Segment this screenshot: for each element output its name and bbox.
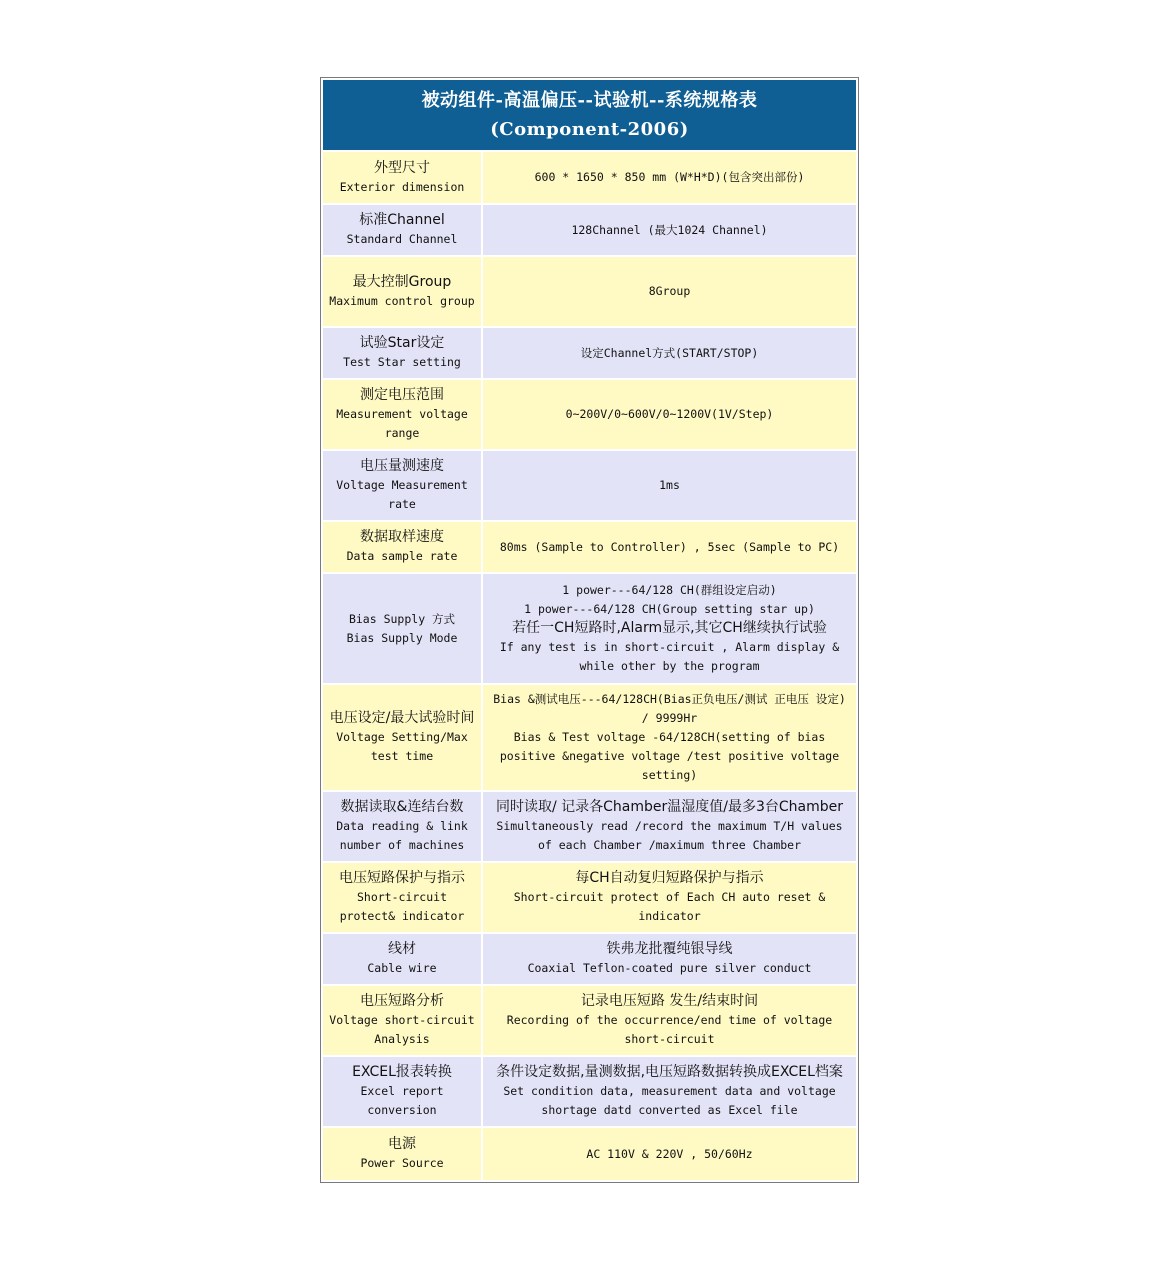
- label-en: Test Star setting: [343, 355, 461, 369]
- title-row: [323, 80, 856, 150]
- spec-value: [483, 685, 856, 790]
- spec-value: [483, 205, 856, 255]
- spec-value: [483, 451, 856, 520]
- spec-value: [483, 1128, 856, 1180]
- value-line: 每CH自动复归短路保护与指示: [575, 870, 764, 886]
- spec-value: [483, 328, 856, 378]
- spec-label: [323, 522, 481, 572]
- spec-label: [323, 380, 481, 449]
- value-line: 1 power---64/128 CH(Group setting star up): [524, 602, 815, 616]
- table-row: [323, 792, 856, 861]
- value-line: If any test is in short-circuit , Alarm display & while other by the program: [499, 640, 840, 673]
- value-line: 8Group: [648, 284, 691, 298]
- value-line: 同时读取/ 记录各Chamber温湿度值/最多3台Chamber: [495, 799, 844, 815]
- value-line: 设定Channel方式(START/STOP): [580, 345, 759, 360]
- spec-label: [323, 574, 481, 683]
- label-en: Voltage Measurement rate: [336, 478, 468, 511]
- label-zh: 测定电压范围: [360, 387, 444, 403]
- value-line: 若任一CH短路时,Alarm显示,其它CH继续执行试验: [512, 620, 827, 636]
- label-zh: EXCEL报表转换: [352, 1064, 452, 1080]
- value-line: 600 * 1650 * 850 mm (W*H*D)(包含突出部份): [534, 170, 805, 184]
- table-row: [323, 152, 856, 203]
- label-zh: Bias Supply 方式: [348, 611, 456, 626]
- label-en: Cable wire: [367, 961, 437, 975]
- spec-label: [323, 205, 481, 255]
- value-line: Simultaneously read /record the maximum T/H values of each Chamber /maximum three Chamber: [496, 819, 843, 852]
- spec-label: [323, 792, 481, 861]
- value-line: Bias &测试电压---64/128CH(Bias正负电压/测试 正电压 设定) / 9999Hr: [493, 692, 846, 725]
- spec-value: [483, 986, 856, 1055]
- label-en: Bias Supply Mode: [346, 630, 458, 645]
- label-en: Voltage Setting/Max test time: [336, 730, 468, 763]
- spec-label: [323, 1057, 481, 1126]
- spec-label: [323, 934, 481, 984]
- value-line: 记录电压短路 发生/结束时间: [580, 993, 759, 1009]
- label-en: Short-circuit protect& indicator: [339, 890, 465, 923]
- table-row: [323, 380, 856, 449]
- spec-value: [483, 863, 856, 932]
- table-row: [323, 328, 856, 378]
- label-en: Maximum control group: [329, 293, 475, 308]
- spec-label: [323, 986, 481, 1055]
- table-row: [323, 1128, 856, 1180]
- label-en: Excel report conversion: [360, 1084, 444, 1117]
- spec-label: [323, 257, 481, 326]
- table-row: [323, 574, 856, 683]
- label-zh: 电压设定/最大试验时间: [329, 710, 475, 726]
- label-zh: 电压短路保护与指示: [339, 870, 465, 886]
- label-en: Data sample rate: [346, 549, 458, 563]
- value-line: Recording of the occurrence/end time of voltage short-circuit: [506, 1013, 833, 1046]
- table-title: [323, 80, 856, 150]
- spec-value: [483, 522, 856, 572]
- label-en: Data reading & link number of machines: [336, 819, 468, 852]
- label-zh: 电压量测速度: [360, 458, 444, 474]
- label-en: Measurement voltage range: [336, 407, 468, 440]
- table-row: [323, 522, 856, 572]
- spec-value: [483, 1057, 856, 1126]
- value-line: 0~200V/0~600V/0~1200V(1V/Step): [565, 407, 774, 421]
- spec-label: [323, 451, 481, 520]
- table-row: [323, 205, 856, 255]
- title-line-1: 被动组件-高温偏压--试验机--系统规格表: [421, 90, 758, 111]
- label-zh: 线材: [388, 941, 416, 957]
- label-zh: 外型尺寸: [374, 159, 430, 176]
- spec-value: [483, 257, 856, 326]
- spec-body: [323, 152, 856, 1180]
- value-line: 1 power---64/128 CH(群组设定启动): [562, 583, 777, 597]
- spec-label: [323, 152, 481, 203]
- label-zh: 电压短路分析: [360, 993, 444, 1009]
- value-line: Short-circuit protect of Each CH auto reset & indicator: [513, 890, 826, 923]
- table-row: [323, 1057, 856, 1126]
- spec-value: [483, 380, 856, 449]
- spec-label: [323, 863, 481, 932]
- label-zh: 电源: [388, 1136, 416, 1152]
- label-zh: 标准Channel: [359, 212, 445, 228]
- spec-value: [483, 152, 856, 203]
- title-line-2: (Component-2006): [490, 119, 689, 140]
- table-row: [323, 986, 856, 1055]
- spec-table: [320, 77, 859, 1183]
- spec-label: [323, 328, 481, 378]
- table-row: [323, 451, 856, 520]
- spec-label: [323, 1128, 481, 1180]
- label-en: Voltage short-circuit Analysis: [329, 1013, 475, 1046]
- spec-label: [323, 685, 481, 790]
- table-row: [323, 257, 856, 326]
- label-zh: 最大控制Group: [352, 273, 452, 290]
- label-zh: 试验Star设定: [359, 335, 445, 351]
- label-zh: 数据读取&连结台数: [340, 799, 464, 815]
- label-zh: 数据取样速度: [360, 529, 444, 545]
- value-line: 128Channel (最大1024 Channel): [571, 222, 768, 237]
- label-en: Exterior dimension: [339, 179, 465, 194]
- value-line: Set condition data, measurement data and voltage shortage datd converted as Excel file: [503, 1084, 836, 1117]
- table-row: [323, 863, 856, 932]
- value-line: Bias & Test voltage -64/128CH(setting of bias positive &negative voltage /test positive voltage setting): [499, 730, 840, 782]
- value-line: 1ms: [659, 478, 680, 492]
- table-row: [323, 934, 856, 984]
- value-line: 铁弗龙批覆纯银导线: [606, 941, 733, 957]
- table-row: [323, 685, 856, 790]
- value-line: AC 110V & 220V , 50/60Hz: [586, 1146, 753, 1161]
- value-line: 80ms (Sample to Controller) , 5sec (Sample to PC): [499, 539, 840, 554]
- value-line: Coaxial Teflon-coated pure silver conduct: [527, 961, 812, 975]
- value-line: 条件设定数据,量测数据,电压短路数据转换成EXCEL档案: [496, 1064, 843, 1080]
- label-en: Power Source: [360, 1156, 444, 1170]
- spec-value: [483, 934, 856, 984]
- spec-value: [483, 574, 856, 683]
- label-en: Standard Channel: [346, 232, 458, 246]
- spec-value: [483, 792, 856, 861]
